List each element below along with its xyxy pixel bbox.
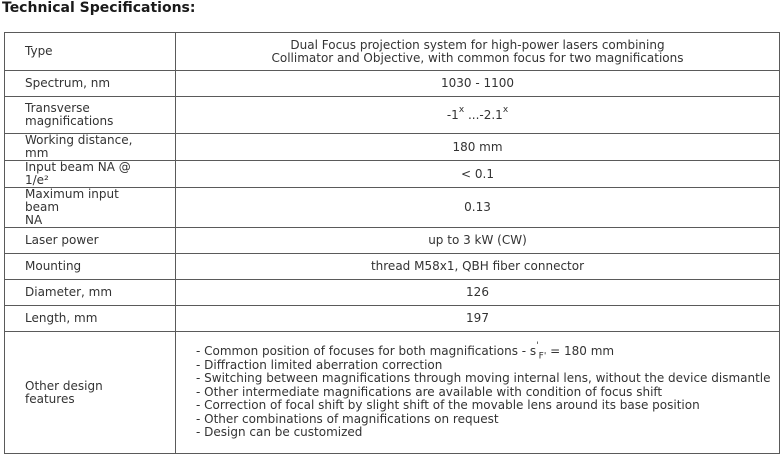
- table-row: [5, 306, 780, 332]
- spec-value-max-input-beam-na: 0.13: [176, 188, 780, 228]
- spec-value-diameter: 126: [176, 280, 780, 306]
- spec-label-spectrum: Spectrum, nm: [5, 71, 176, 97]
- table-row: [5, 228, 780, 254]
- feature-prime: ': [536, 340, 539, 351]
- feature-item: - Design can be customized: [196, 425, 363, 440]
- spec-value-line: Collimator and Objective, with common focus for two magnifications: [271, 50, 684, 65]
- spec-value-line: Dual Focus projection system for high-power lasers combining: [290, 37, 665, 52]
- spec-label-working-distance: Working distance, mm: [5, 134, 176, 161]
- section-title: Technical Specifications:: [2, 0, 196, 16]
- spec-label-line: NA: [25, 213, 43, 227]
- spec-value-input-beam-na: < 0.1: [176, 161, 780, 188]
- table-row: [5, 280, 780, 306]
- magnification-min: -1: [446, 107, 459, 122]
- table-row: [5, 134, 780, 161]
- table-row: [5, 161, 780, 188]
- table-row: [5, 254, 780, 280]
- spec-value-mounting: thread M58x1, QBH fiber connector: [176, 254, 780, 280]
- feature-item: - Other intermediate magnifications are available with condition of focus shift: [196, 384, 663, 399]
- spec-value-working-distance: 180 mm: [176, 134, 780, 161]
- spec-value-spectrum: 1030 - 1100: [176, 71, 780, 97]
- spec-value-laser-power: up to 3 kW (CW): [176, 228, 780, 254]
- table-row: [5, 332, 780, 454]
- spec-label-magnifications: [5, 97, 176, 134]
- feature-text: = 180 mm: [546, 343, 615, 358]
- spec-label-max-input-beam-na: [5, 188, 176, 228]
- spec-label-line: Transverse: [25, 101, 90, 115]
- spec-label-input-beam-na: Input beam NA @ 1/e²: [5, 161, 176, 188]
- table-row: [5, 188, 780, 228]
- spec-value-magnifications: [176, 97, 780, 134]
- feature-item: [196, 340, 773, 362]
- specifications-table: [4, 32, 780, 454]
- feature-item: - Diffraction limited aberration correction: [196, 357, 443, 372]
- spec-label-laser-power: Laser power: [5, 228, 176, 254]
- magnification-min-unit: x: [458, 104, 465, 115]
- spec-value-other-features: [176, 332, 780, 454]
- feature-item: - Switching between magnifications through moving internal lens, without the device dismantle: [196, 371, 771, 386]
- spec-label-line: magnifications: [25, 114, 114, 128]
- feature-subscript: F': [538, 351, 547, 362]
- spec-value-length: 197: [176, 306, 780, 332]
- magnification-max-unit: x: [502, 104, 509, 115]
- spec-value-type: [176, 33, 780, 71]
- table-row: [5, 97, 780, 134]
- magnification-separator: ...: [464, 107, 480, 122]
- feature-item: - Other combinations of magnifications on request: [196, 411, 499, 426]
- table-row: [5, 33, 780, 71]
- feature-item: - Correction of focal shift by slight shift of the movable lens around its base position: [196, 398, 700, 413]
- magnification-max: -2.1: [479, 107, 503, 122]
- feature-text: - Common position of focuses for both magnifications - s: [196, 343, 537, 358]
- spec-label-line: Maximum input beam: [25, 187, 119, 214]
- spec-label-diameter: Diameter, mm: [5, 280, 176, 306]
- spec-label-mounting: Mounting: [5, 254, 176, 280]
- spec-label-other-features: Other design features: [5, 332, 176, 454]
- spec-label-length: Length, mm: [5, 306, 176, 332]
- spec-label-type: Type: [5, 33, 176, 71]
- table-row: [5, 71, 780, 97]
